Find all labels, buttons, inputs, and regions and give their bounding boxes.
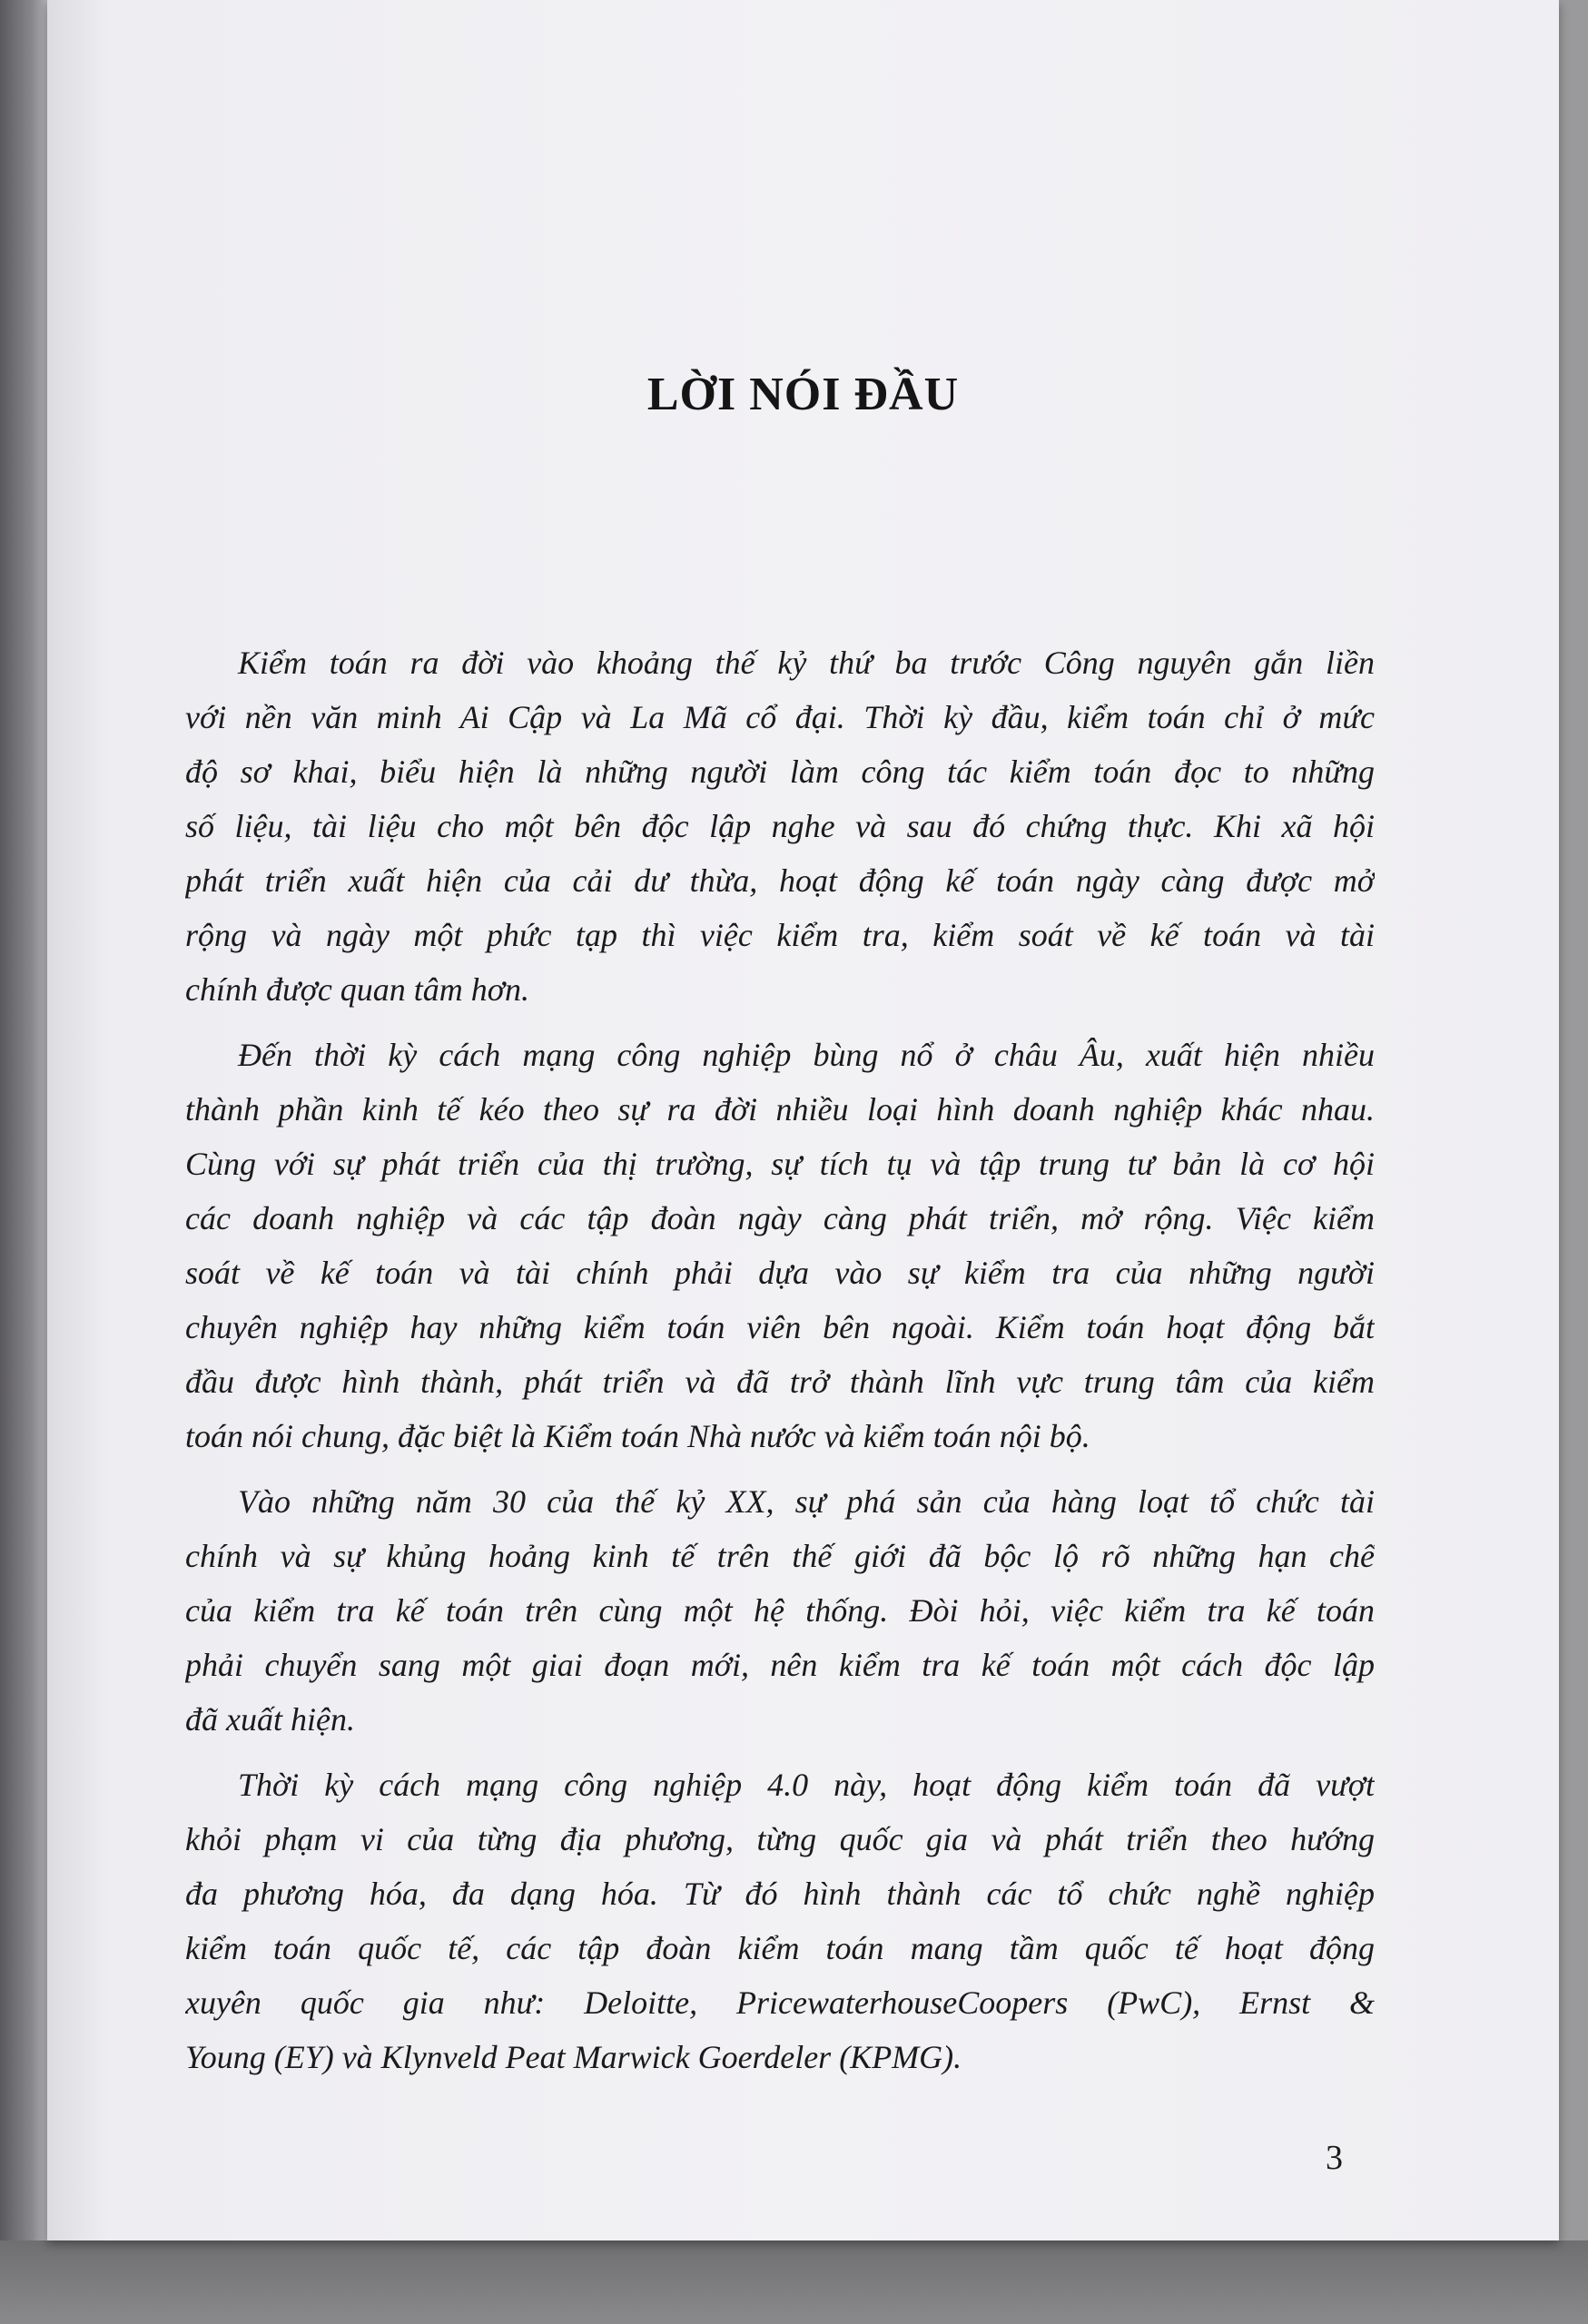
text-line: phải chuyển sang một giai đoạn mới, nên kiểm tra kế toán một cách độc lập <box>185 1647 1375 1683</box>
text-line: chuyên nghiệp hay những kiểm toán viên bên ngoài. Kiểm toán hoạt động bắt <box>185 1309 1375 1345</box>
book-binding <box>0 0 54 2324</box>
text-line: số liệu, tài liệu cho một bên độc lập nghe và sau đó chứng thực. Khi xã hội <box>185 808 1375 844</box>
page-body <box>185 635 1375 2095</box>
text-line: các doanh nghiệp và các tập đoàn ngày càng phát triển, mở rộng. Việc kiểm <box>185 1200 1375 1236</box>
paragraph <box>185 1758 1375 2084</box>
text-line: Young (EY) và Klynveld Peat Marwick Goerdeler (KPMG). <box>185 2039 962 2075</box>
text-line: chính được quan tâm hơn. <box>185 971 530 1008</box>
text-line: đa phương hóa, đa dạng hóa. Từ đó hình thành các tổ chức nghề nghiệp <box>185 1876 1375 1912</box>
text-line: rộng và ngày một phức tạp thì việc kiểm tra, kiểm soát về kế toán và tài <box>185 917 1375 953</box>
text-line: Thời kỳ cách mạng công nghiệp 4.0 này, hoạt động kiểm toán đã vượt <box>238 1767 1375 1803</box>
background-bottom <box>0 2240 1588 2324</box>
text-line: soát về kế toán và tài chính phải dựa vào sự kiểm tra của những người <box>185 1255 1375 1291</box>
text-line: Vào những năm 30 của thế kỷ XX, sự phá sản của hàng loạt tổ chức tài <box>238 1483 1375 1520</box>
text-line: thành phần kinh tế kéo theo sự ra đời nhiều loại hình doanh nghiệp khác nhau. <box>185 1091 1375 1128</box>
text-line: Kiểm toán ra đời vào khoảng thế kỷ thứ ba trước Công nguyên gắn liền <box>238 645 1375 681</box>
book-page <box>47 0 1559 2240</box>
page-number: 3 <box>1326 2139 1343 2177</box>
text-line: toán nói chung, đặc biệt là Kiểm toán Nhà nước và kiểm toán nội bộ. <box>185 1418 1090 1454</box>
text-line: đã xuất hiện. <box>185 1701 355 1738</box>
text-line: đầu được hình thành, phát triển và đã trở thành lĩnh vực trung tâm của kiểm <box>185 1364 1375 1400</box>
paragraph <box>185 1474 1375 1747</box>
text-line: kiểm toán quốc tế, các tập đoàn kiểm toán mang tầm quốc tế hoạt động <box>185 1930 1375 1966</box>
text-line: của kiểm tra kế toán trên cùng một hệ thống. Đòi hỏi, việc kiểm tra kế toán <box>185 1592 1375 1629</box>
text-line: Cùng với sự phát triển của thị trường, sự tích tụ và tập trung tư bản là cơ hội <box>185 1146 1375 1182</box>
background-right <box>1559 0 1588 2240</box>
text-line: chính và sự khủng hoảng kinh tế trên thế giới đã bộc lộ rõ những hạn chế <box>185 1538 1375 1574</box>
page-title: LỜI NÓI ĐẦU <box>646 369 960 420</box>
text-line: xuyên quốc gia như: Deloitte, PricewaterhouseCoopers (PwC), Ernst & <box>185 1984 1375 2021</box>
text-line: độ sơ khai, biểu hiện là những người làm công tác kiểm toán đọc to những <box>185 753 1375 790</box>
text-line: phát triển xuất hiện của cải dư thừa, hoạt động kế toán ngày càng được mở <box>185 862 1375 899</box>
text-line: với nền văn minh Ai Cập và La Mã cổ đại. Thời kỳ đầu, kiểm toán chỉ ở mức <box>185 699 1375 735</box>
text-line: khỏi phạm vi của từng địa phương, từng quốc gia và phát triển theo hướng <box>185 1821 1375 1857</box>
paragraph <box>185 635 1375 1017</box>
paragraph <box>185 1028 1375 1463</box>
text-line: Đến thời kỳ cách mạng công nghiệp bùng nổ ở châu Âu, xuất hiện nhiều <box>238 1037 1375 1073</box>
